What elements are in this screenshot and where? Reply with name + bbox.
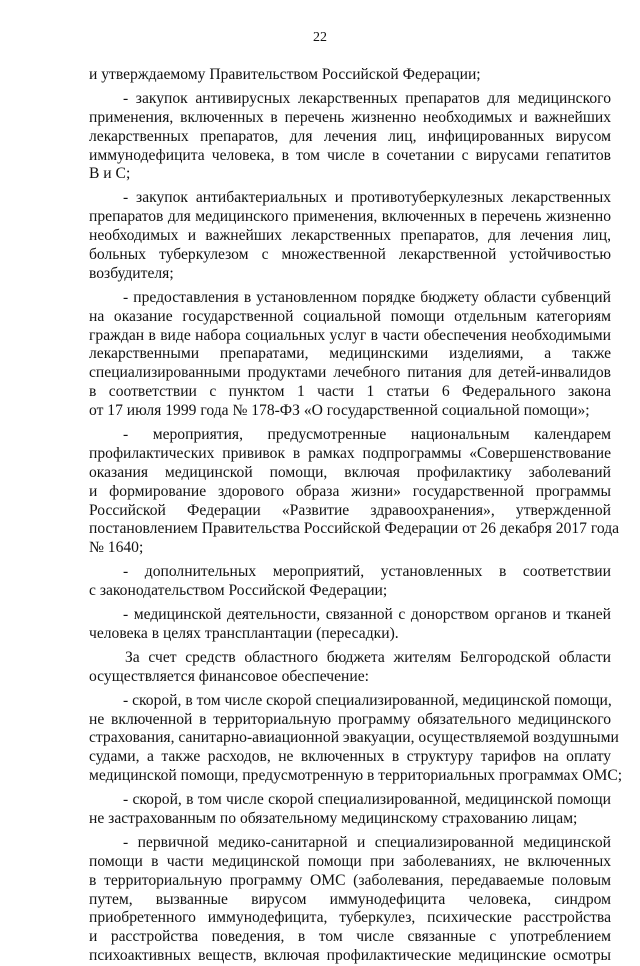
text-line: помощи в части медицинской помощи при заболеваниях, не включенных <box>89 852 611 870</box>
text-line: - мероприятия, предусмотренные национальным календарем <box>123 426 611 444</box>
text-line: - первичной медико-санитарной и специализированной медицинской <box>123 833 611 851</box>
text-line: возбудителя; <box>89 264 174 282</box>
document-body <box>89 66 623 966</box>
text-line: судами, а также расходов, не включенных в структуру тарифов на оплату <box>89 748 611 766</box>
text-line: граждан в виде набора социальных услуг в части обеспечения необходимыми <box>89 326 611 344</box>
text-line: больных туберкулезом с множественной лекарственной устойчивостью <box>89 246 611 264</box>
text-line: - закупок антивирусных лекарственных препаратов для медицинского <box>123 89 611 107</box>
text-line: применения, включенных в перечень жизненно необходимых и важнейших <box>89 108 611 126</box>
text-line: путем, вызванные вирусом иммунодефицита человека, синдром <box>89 890 611 908</box>
text-line: психоактивных веществ, включая профилактические медицинские осмотры <box>89 947 611 965</box>
text-line: - скорой, в том числе скорой специализированной, медицинской помощи <box>123 791 611 809</box>
text-line: Российской Федерации «Развитие здравоохранения», утвержденной <box>89 501 611 519</box>
text-line: с законодательством Российской Федерации; <box>89 582 388 600</box>
text-line: на оказание государственной социальной помощи отдельным категориям <box>89 307 611 325</box>
text-line: - предоставления в установленном порядке бюджету области субвенций <box>123 288 611 306</box>
text-line: лекарственных препаратов, для лечения лиц, инфицированных вирусом <box>89 127 611 145</box>
text-line: иммунодефицита человека, в том числе в сочетании с вирусами гепатитов <box>89 146 611 164</box>
text-line: в соответствии с пунктом 1 части 1 статьи 6 Федерального закона <box>89 383 611 401</box>
text-line: № 1640; <box>89 539 144 557</box>
text-line: За счет средств областного бюджета жителям Белгородской области <box>125 648 611 666</box>
text-line: не включенной в территориальную программу обязательного медицинского <box>89 710 611 728</box>
text-line: не застрахованным по обязательному медицинскому страхованию лицам; <box>89 809 578 827</box>
text-line: оказания медицинской помощи, включая профилактику заболеваний <box>89 463 611 481</box>
text-line: - дополнительных мероприятий, установленных в соответствии <box>123 563 611 581</box>
text-line: и утверждаемому Правительством Российской Федерации; <box>89 66 481 83</box>
text-line: необходимых и важнейших лекарственных препаратов, для лечения лиц, <box>89 227 611 245</box>
text-line: препаратов для медицинского применения, включенных в перечень жизненно <box>89 208 611 226</box>
text-line: осуществляется финансовое обеспечение: <box>89 667 369 685</box>
text-line: профилактических прививок в рамках подпрограммы «Совершенствование <box>89 444 611 462</box>
text-line: лекарственными препаратами, медицинскими изделиями, а также <box>89 345 611 363</box>
text-line: медицинской помощи, предусмотренную в территориальных программах ОМС; <box>89 767 623 785</box>
text-line: - медицинской деятельности, связанной с донорством органов и тканей <box>123 606 611 624</box>
text-line: постановлением Правительства Российской Федерации от 26 декабря 2017 года <box>89 520 620 538</box>
page-number: 22 <box>313 30 327 45</box>
text-line: В и С; <box>89 165 131 183</box>
text-line: специализированными продуктами лечебного питания для детей-инвалидов <box>89 364 611 382</box>
text-line: и расстройства поведения, в том числе связанные с употреблением <box>89 928 611 946</box>
text-line: человека в целях трансплантации (пересадки). <box>89 624 399 642</box>
text-line: и формирование здорового образа жизни» государственной программы <box>89 482 611 500</box>
text-line: страхования, санитарно-авиационной эвакуации, осуществляемой воздушными <box>89 729 619 747</box>
text-line: - закупок антибактериальных и противотуберкулезных лекарственных <box>123 189 611 207</box>
text-line: от 17 июля 1999 года № 178-ФЗ «О государственной социальной помощи»; <box>89 402 590 420</box>
text-line: в территориальную программу ОМС (заболевания, передаваемые половым <box>89 871 611 889</box>
text-line: - скорой, в том числе скорой специализированной, медицинской помощи, <box>123 691 612 709</box>
text-line: приобретенного иммунодефицита, туберкулез, психические расстройства <box>89 909 611 927</box>
